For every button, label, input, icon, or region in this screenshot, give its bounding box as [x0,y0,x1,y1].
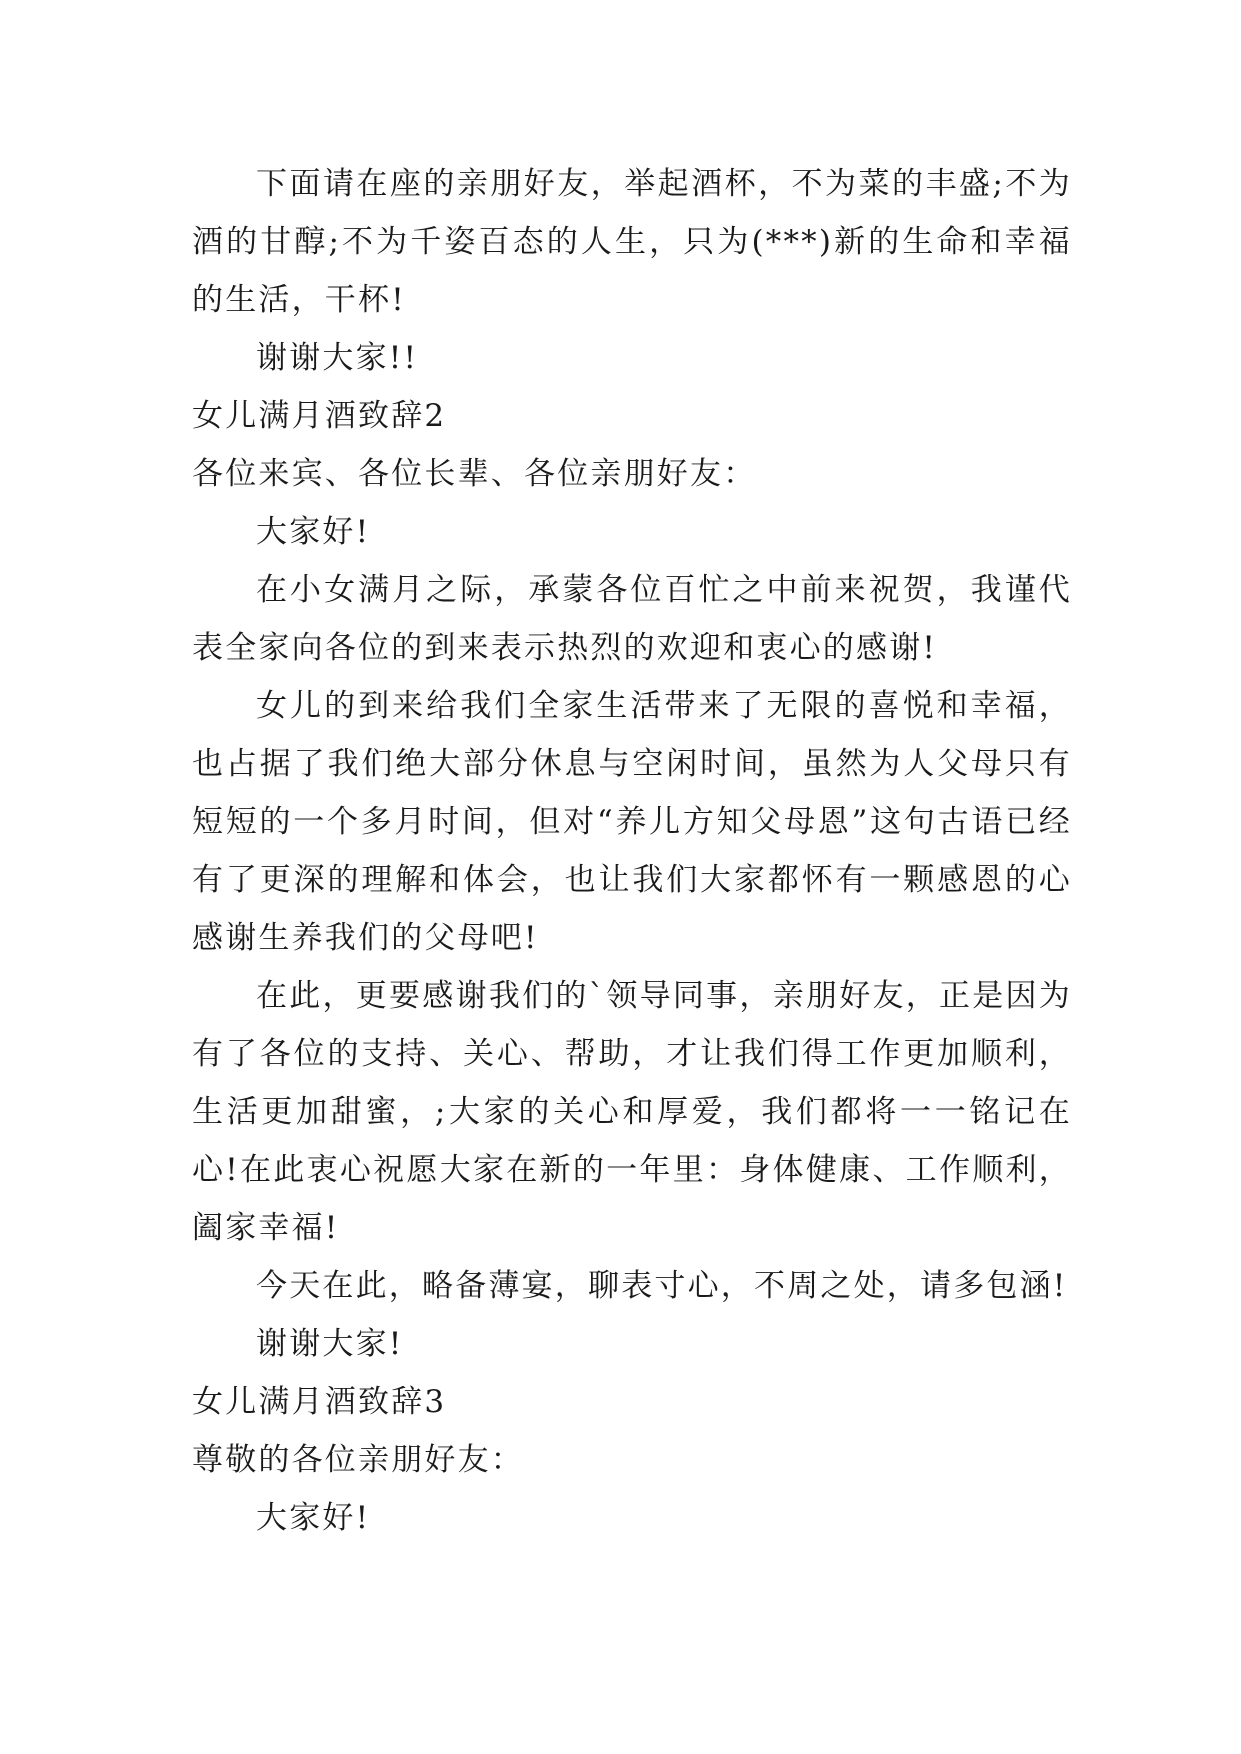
paragraph-daughter: 女儿的到来给我们全家生活带来了无限的喜悦和幸福，也占据了我们绝大部分休息与空闲时间，虽然为人父母只有短短的一个多月时间，但对“养儿方知父母恩”这句古语已经有了更深的理解和体会，也让我们大家都怀有一颗感恩的心感谢生养我们的父母吧! [192,688,1072,956]
document-body [192,155,1072,1547]
section-heading-3: 女儿满月酒致辞3 [192,1384,447,1420]
salutation-2: 各位来宾、各位长辈、各位亲朋好友： [192,456,757,492]
greeting-3: 大家好! [256,1500,371,1536]
paragraph-gratitude: 在此，更要感谢我们的`领导同事，亲朋好友，正是因为有了各位的支持、关心、帮助，才让我们得工作更加顺利，生活更加甜蜜，;大家的关心和厚爱，我们都将一一铭记在心!在此衷心祝愿大家在新的一年里：身体健康、工作顺利，阖家幸福! [192,978,1072,1246]
section-heading-2: 女儿满月酒致辞2 [192,398,447,434]
salutation-3: 尊敬的各位亲朋好友： [192,1442,524,1478]
paragraph-toast: 下面请在座的亲朋好友，举起酒杯，不为菜的丰盛;不为酒的甘醇;不为千姿百态的人生，只为(***)新的生命和幸福的生活，干杯! [192,166,1072,318]
paragraph-banquet: 今天在此，略备薄宴，聊表寸心，不周之处，请多包涵! [256,1268,1068,1304]
paragraph-welcome: 在小女满月之际，承蒙各位百忙之中前来祝贺，我谨代表全家向各位的到来表示热烈的欢迎和衷心的感谢! [192,572,1072,666]
paragraph-thanks-1: 谢谢大家!! [256,340,419,376]
greeting-2: 大家好! [256,514,371,550]
paragraph-thanks-2: 谢谢大家! [256,1326,404,1362]
